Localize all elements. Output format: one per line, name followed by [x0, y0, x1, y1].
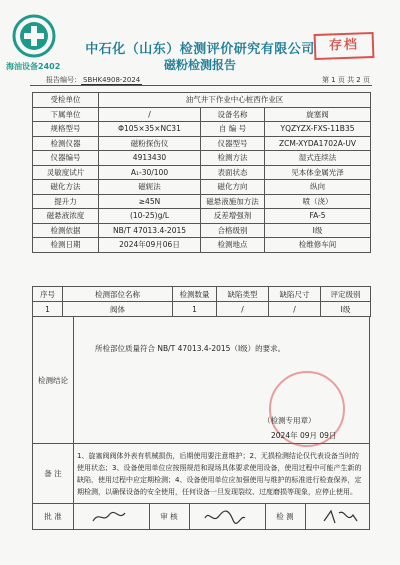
column-header: 序号 — [33, 287, 63, 302]
field-label: 磁悬液施加方法 — [201, 194, 265, 209]
field-value: (10-25)g/L — [99, 209, 201, 224]
column-header: 检测部位名称 — [63, 287, 173, 302]
field-label: 设备名称 — [201, 107, 265, 122]
divider — [73, 504, 74, 529]
company-name: 中石化（山东）检测评价研究有限公司 — [85, 42, 315, 57]
field-label: 检测仪器 — [33, 136, 99, 151]
seal-caption: （检测专用章） — [263, 416, 316, 425]
approve-label: 批 准 — [44, 512, 62, 521]
field-label: 仪器型号 — [201, 136, 265, 151]
page-indicator: 第 1 页 共 2 页 — [321, 76, 370, 84]
table-row — [33, 223, 371, 238]
field-label: 下属单位 — [33, 107, 99, 122]
divider — [305, 504, 306, 529]
table-row — [33, 194, 371, 209]
field-value: FA-5 — [265, 209, 371, 224]
field-value: 见本体金属光泽 — [265, 165, 371, 180]
table-row — [33, 180, 371, 195]
field-label: 提升力 — [33, 194, 99, 209]
header-rule — [30, 85, 372, 86]
conclusion-section — [32, 316, 370, 444]
column-header: 缺陷尺寸 — [269, 287, 321, 302]
table-row — [33, 165, 371, 180]
table-cell: 1 — [173, 302, 217, 317]
field-label: 检测日期 — [33, 238, 99, 253]
field-value: / — [99, 107, 201, 122]
reviewer-signature-icon — [203, 508, 247, 526]
table-row — [33, 107, 371, 122]
field-value: A₁-30/100 — [99, 165, 201, 180]
field-value: 湿式连续法 — [265, 151, 371, 166]
table-cell: 1 — [33, 302, 63, 317]
table-row — [33, 302, 371, 317]
field-label: 磁化方向 — [201, 180, 265, 195]
field-value: Φ105×35×NC31 — [99, 122, 201, 137]
field-value: YQZYZX-FXS-11B35 — [265, 122, 371, 137]
field-label: 检测地点 — [201, 238, 265, 253]
conclusion-text: 所检部位质量符合 NB/T 47013.4-2015（Ⅰ级）的要求。 — [95, 344, 286, 353]
report-number: 报告编号： SBHK4908-2024 — [46, 76, 141, 84]
field-label: 受检单位 — [33, 93, 99, 108]
field-label: 检测方法 — [201, 151, 265, 166]
review-label: 审 核 — [160, 512, 178, 521]
table-row — [33, 238, 371, 253]
inspect-label: 检 测 — [276, 512, 294, 521]
conclusion-label: 检测结论 — [33, 317, 74, 443]
table-cell: Ⅰ级 — [321, 302, 371, 317]
field-label: 表面状态 — [201, 165, 265, 180]
table-row — [33, 209, 371, 224]
field-value: ZCM-XYDA1702A-UV — [265, 136, 371, 151]
inspector-signature-icon — [321, 507, 361, 527]
table-cell: / — [269, 302, 321, 317]
table-row — [33, 93, 371, 108]
field-value: NB/T 47013.4-2015 — [99, 223, 201, 238]
field-value: 纵向 — [265, 180, 371, 195]
column-header: 检测数量 — [173, 287, 217, 302]
divider — [189, 504, 190, 529]
table-cell: / — [217, 302, 269, 317]
field-label: 仪器编号 — [33, 151, 99, 166]
column-header: 缺陷类型 — [217, 287, 269, 302]
logo-text: 海油设备2402 — [6, 62, 61, 71]
field-label: 自 编 号 — [201, 122, 265, 137]
archive-stamp: 存档 — [314, 32, 375, 60]
field-label: 规格型号 — [33, 122, 99, 137]
report-title: 磁粉检测报告 — [163, 58, 236, 72]
notes-section — [32, 444, 370, 504]
inspection-items-table — [32, 286, 371, 317]
field-label: 反差增强剂 — [201, 209, 265, 224]
table-header-row — [33, 287, 371, 302]
field-value: 旋塞阀 — [265, 107, 371, 122]
field-value: 磁轭法 — [99, 180, 201, 195]
signature-row — [32, 504, 370, 530]
approver-signature-icon — [91, 509, 131, 525]
field-value: Ⅰ级 — [265, 223, 371, 238]
field-label: 灵敏度试片 — [33, 165, 99, 180]
field-value: 磁粉探伤仪 — [99, 136, 201, 151]
info-table — [32, 92, 371, 253]
table-row — [33, 136, 371, 151]
field-label: 合格级别 — [201, 223, 265, 238]
field-value: 2024年09月06日 — [99, 238, 201, 253]
notes-label: 备 注 — [33, 444, 74, 503]
field-value: 喷（浇） — [265, 194, 371, 209]
field-label: 磁悬液浓度 — [33, 209, 99, 224]
notes-text: 1、旋塞阀阀体外表有机械损伤，后期使用要注意维护；2、无损检测结论仅代表设备当时的使用状态；3、设备使用单位应按照规范和现场具体要求使用设备，使用过程中可能产生新的缺陷，使用过程中应定期检测；4、设备使用单位应加强使用与维护的标准进行检查保养，定期检测，以确保设备的安全使用，任何设备一旦发现裂纹、过度磨损等现象，应停止使用。 — [77, 452, 362, 496]
column-header: 评定级别 — [321, 287, 371, 302]
field-value: ≥45N — [99, 194, 201, 209]
table-cell: 阀体 — [63, 302, 173, 317]
field-label: 磁化方法 — [33, 180, 99, 195]
field-value: 4913430 — [99, 151, 201, 166]
field-value: 油气井下作业中心桩西作业区 — [99, 93, 371, 108]
field-label: 检测依据 — [33, 223, 99, 238]
table-row — [33, 151, 371, 166]
conclusion-date: 2024年 09月 09日 — [271, 431, 337, 440]
field-value: 检维修车间 — [265, 238, 371, 253]
table-row — [33, 122, 371, 137]
